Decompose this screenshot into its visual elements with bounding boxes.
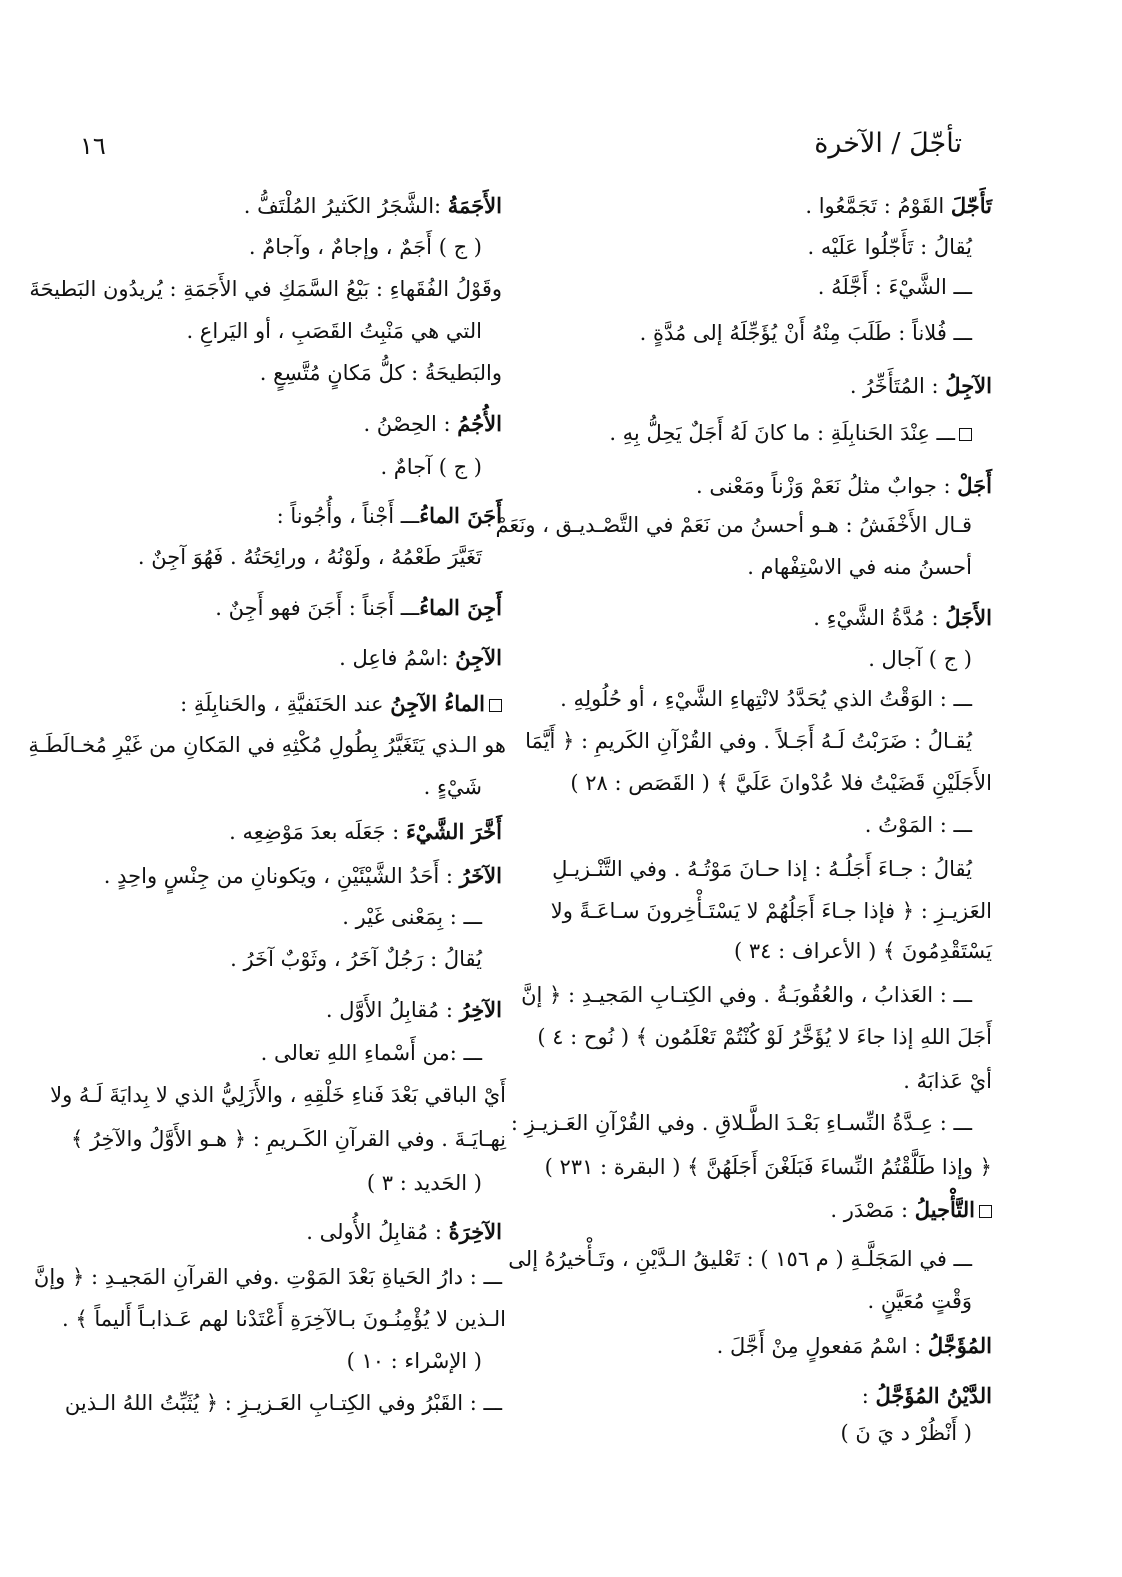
right-column-line (552, 856, 972, 883)
right-column-line (640, 320, 972, 347)
right-column-line (747, 554, 972, 581)
entry-text: هو الـذي يَتَغَيَّرُ بِطُولِ مُكْثِهِ في المَكانِ من غَيْرِ مُخـالَطَـةِ (28, 733, 506, 757)
entry-text: ـــ : عِـدَّةُ النِّسـاءِ بَعْـدَ الطَّـلاقِ . وفي القُرْآنِ العَـزيـزِ : (510, 1111, 972, 1135)
entry-text: : (861, 1384, 876, 1408)
left-column-line (249, 234, 482, 261)
entry-text: أحسنُ منه في الاسْتِفْهام . (747, 555, 972, 579)
left-column-line (380, 454, 482, 481)
entry-text: قـال الأَخْفَشُ : هـو أحسنُ من نَعَمْ في التَّصْـديـق ، ونَعَمْ (495, 513, 972, 537)
right-column-line (734, 938, 992, 965)
entry-headword: الماءُ الآجِنُ (390, 691, 485, 716)
entry-text: يُقالُ : تَأَجّلُوا عَلَيْه . (807, 235, 972, 259)
left-column-line (71, 1126, 506, 1153)
right-column-line (862, 1382, 992, 1410)
entry-headword: الأَجَلُ (945, 605, 992, 630)
square-marker-icon (959, 428, 972, 441)
left-column-line (215, 594, 502, 622)
running-title: تأجّلَ / الآخرة (814, 128, 962, 159)
entry-text: ـــ أَجَناً : أَجَنَ فهو أَجِنٌ . (215, 596, 420, 620)
entry-text: التي هي مَنْبِتُ القَصَبِ ، أو اليَراعِ . (186, 319, 482, 343)
right-column-line (818, 274, 972, 301)
entry-headword: الدَّيْنُ المُؤَجَّلُ (875, 1383, 992, 1408)
left-column-line (229, 818, 502, 846)
right-column-line (560, 686, 972, 713)
right-column-line (551, 898, 992, 925)
entry-headword: الآخِرُ (459, 997, 502, 1022)
left-column-line (260, 360, 502, 387)
right-column-line (903, 1068, 992, 1095)
left-column-line (34, 1264, 502, 1291)
right-column-line (807, 234, 972, 261)
left-column-line (186, 318, 482, 345)
entry-headword: أَجَنَ الماءُ (419, 503, 502, 528)
entry-headword: أَجَلْ (957, 473, 992, 498)
entry-text: ( الحَديد : ٣ ) (366, 1171, 482, 1195)
left-column-line (138, 544, 482, 571)
entry-text: يُقالُ : جـاءَ أَجَلُـهُ : إذا حـانَ مَوْتُـهُ . وفي التَّنْـزيـلِ (552, 857, 972, 881)
left-column-line (244, 192, 502, 220)
entry-text: القَوْمُ : تَجَمَّعُوا . (805, 194, 951, 218)
entry-text: وَقْتٍ مُعَيَّنٍ . (867, 1289, 972, 1313)
right-column-line (545, 1154, 992, 1181)
right-column-line (521, 982, 972, 1009)
right-column-line (570, 770, 992, 797)
entry-headword: المُؤَجَّلُ (927, 1333, 992, 1358)
entry-headword: الأَجَمَةُ (447, 193, 502, 218)
left-column-line (65, 1390, 502, 1417)
left-column-line (306, 1218, 502, 1246)
left-column-line (277, 502, 502, 530)
entry-headword: تَأَجّلَ (950, 193, 992, 218)
entry-text: والبَطيحَةُ : كلُّ مَكانٍ مُتَّسِعٍ . (259, 361, 502, 385)
entry-text: ( الإسْراء : ١٠ ) (346, 1349, 482, 1373)
left-column-line (347, 1348, 482, 1375)
entry-text: : جَعَلَه بعدَ مَوْضِعِه . (229, 820, 406, 844)
right-column-line (865, 812, 972, 839)
left-column-line (367, 1170, 482, 1197)
entry-text: الأَجَلَيْنِ قَضَيْتُ فلا عُدْوانَ عَلَيَّ ﴾ ( القَصَص : ٢٨ ) (570, 771, 992, 795)
entry-text: أَجَلَ اللهِ إذا جاءَ لا يُؤَخَّرُ لَوْ كُنْتُمْ تَعْلَمُون ﴾ ( نُوح : ٤ ) (537, 1025, 992, 1049)
right-column-line (696, 472, 992, 500)
entry-text: : الحِصْنُ . (363, 412, 458, 436)
entry-text: ( ج ) آجامٌ . (380, 455, 482, 479)
entry-text: ـــ في المَجَلَّـةِ ( م ١٥٦ ) : تَعْليقُ الـدَّيْنِ ، وتَـأْخيرُهُ إلى (508, 1247, 972, 1271)
left-column-line (50, 1082, 506, 1109)
left-column-line (230, 946, 482, 973)
entry-text: الـذين لا يُؤْمِنُـونَ بـالآخِرَةِ أَعْتَدْنا لهم عَـذابـاً أَليماً ﴾ . (62, 1307, 506, 1331)
left-column-line (424, 774, 482, 801)
entry-text: : مُقابِلُ الأَوَّل . (325, 998, 460, 1022)
entry-text: أَيْ الباقي بَعْدَ فَناءِ خَلْقِهِ ، والأَزَلِيُّ الذي لا بِدايَةَ لَـهُ ولا (50, 1083, 506, 1107)
entry-text: : المُتَأَخِّرُ . (849, 374, 946, 398)
entry-text: : جوابٌ مثلُ نَعَمْ وَزْناً ومَعْنى . (696, 474, 958, 498)
square-marker-icon (979, 1205, 992, 1218)
right-column-line (609, 420, 972, 447)
entry-text: عند الحَنَفيَّةِ ، والحَنابِلَةِ : (180, 692, 391, 716)
left-column-line (28, 732, 506, 759)
entry-text: ـــ :من أَسْماءِ اللهِ تعالى . (260, 1041, 482, 1065)
entry-text: يُقـالُ : ضَرَبْتُ لَـهُ أَجَـلاً . وفي القُرْآنِ الكَريمِ : ﴿ أَيَّمَا (525, 729, 972, 753)
entry-text: ( ج ) أَجَمٌ ، وإجامٌ ، وآجامٌ . (248, 235, 482, 259)
entry-text: :اسْمُ فاعِل . (339, 646, 456, 670)
left-column-line (261, 1040, 482, 1067)
right-column-line (717, 1332, 992, 1360)
square-marker-icon (489, 699, 502, 712)
entry-headword: الآجِنُ (455, 645, 502, 670)
left-column-line (29, 276, 502, 303)
entry-text: ـــ أَجْناً ، وأُجُوناً : (276, 504, 420, 528)
entry-headword: أَخَّرَ الشَّيْءَ (405, 819, 502, 844)
left-column-line (326, 996, 502, 1024)
right-column-line (537, 1024, 992, 1051)
entry-text: ـــ الشَّيْءَ : أَجَّلَهُ . (817, 275, 972, 299)
entry-text: ـــ : العَذابُ ، والعُقُوبَـةُ . وفي الكِتـابِ المَجيـدِ : ﴿ إنَّ (521, 983, 972, 1007)
right-column-line (868, 646, 972, 673)
entry-text: ـــ فُلاناً : طَلَبَ مِنْهُ أَنْ يُؤَجِّلَهُ إلى مُدَّةٍ . (639, 321, 972, 345)
entry-headword: الآجِلُ (945, 373, 992, 398)
left-column-line (339, 644, 502, 672)
entry-text: ـــ : المَوْتُ . (864, 813, 972, 837)
right-column-line (813, 604, 992, 632)
entry-text: : مُدَّةُ الشَّيْءِ . (813, 606, 946, 630)
entry-headword: الآخَرُ (459, 863, 502, 888)
entry-headword: أَجِنَ الماءُ (419, 595, 502, 620)
entry-text: : اسْمُ مَفعولٍ مِنْ أَجَّلَ . (716, 1334, 928, 1358)
right-column-line (841, 1420, 972, 1447)
right-column-line (867, 1288, 972, 1315)
entry-text: ( ج ) آجال . (868, 647, 972, 671)
entry-text: : مُقابِلُ الأُولى . (306, 1220, 449, 1244)
entry-text: ـــ : القَبْرُ وفي الكِتـابِ العَـزيـزِ : ﴿ يُثَبِّتُ اللهُ الـذين (64, 1391, 502, 1415)
left-column-line (342, 904, 482, 931)
entry-headword: التَّأْجيلُ (914, 1197, 975, 1222)
entry-text: : مَصْدَر . (830, 1198, 915, 1222)
entry-text: نِهـايَـةَ . وفي القرآنِ الكَـريمِ : ﴿ هـو الأَوَّلُ والآخِرُ ﴾ (70, 1127, 506, 1151)
right-column-line (830, 1196, 992, 1224)
entry-text: العَزيـزِ : ﴿ فإذا جـاءَ أَجَلُهُمْ لا يَسْتَـأْخِرونَ سـاعَـةً ولا (550, 899, 992, 923)
right-column-line (805, 192, 992, 220)
right-column-line (850, 372, 992, 400)
entry-text: ﴿ وإذا طَلَّقْتُمُ النِّساءَ فَبَلَغْنَ أَجَلَهُنَّ ﴾ ( البقرة : ٢٣١ ) (544, 1155, 992, 1179)
entry-headword: الأُجُمُ (457, 411, 502, 436)
entry-text: تَغَيَّرَ طَعْمُهُ ، ولَوْنُهُ ، ورائِحَتُهُ . فَهُوَ آجِنٌ . (137, 545, 482, 569)
entry-text: يَسْتَقْدِمُونَ ﴾ ( الأعراف : ٣٤ ) (734, 939, 992, 963)
left-column-line (104, 862, 502, 890)
entry-text: ـــ : الوَقْتُ الذي يُحَدَّدُ لانْتِهاءِ الشَّيْءِ ، أو حُلُولِهِ . (560, 687, 972, 711)
right-column-line (508, 1246, 972, 1273)
entry-text: :الشَّجَرُ الكَثيرُ المُلْتَفُّ . (243, 194, 448, 218)
right-column-line (495, 512, 972, 539)
entry-text: شَيْءٍ . (423, 775, 482, 799)
left-column-line (62, 1306, 506, 1333)
entry-headword: الآخِرَةُ (448, 1219, 502, 1244)
right-column-line (511, 1110, 972, 1137)
entry-text: يُقالُ : رَجُلٌ آخَرُ ، وثَوْبٌ آخَرُ . (230, 947, 482, 971)
right-column-line (525, 728, 972, 755)
page-number: ١٦ (80, 132, 106, 160)
entry-text: : أَحَدُ الشَّيْئَيْنِ ، ويَكونانِ من جِنْسٍ واحِدٍ . (103, 864, 460, 888)
left-column-line (180, 690, 502, 718)
entry-text: ( أَنْظُرْ د يَ نَ ) (840, 1421, 972, 1445)
entry-text: ـــ : دارُ الحَياةِ بَعْدَ المَوْتِ .وفي القرآنِ المَجيـدِ : ﴿ وإنَّ (33, 1265, 502, 1289)
entry-text: ـــ : بِمَعْنى غَيْر . (342, 905, 482, 929)
entry-text: أيْ عَذابَهُ . (903, 1069, 992, 1093)
left-column-line (363, 410, 502, 438)
entry-text: ـــ عِنْدَ الحَنابِلَةِ : ما كانَ لَهُ أَجَلٌ يَحِلُّ بِهِ . (609, 421, 955, 445)
entry-text: وقَوْلُ الفُقَهاءِ : بَيْعُ السَّمَكِ في الأَجَمَةِ : يُريدُون البَطيحَةَ (29, 277, 502, 301)
